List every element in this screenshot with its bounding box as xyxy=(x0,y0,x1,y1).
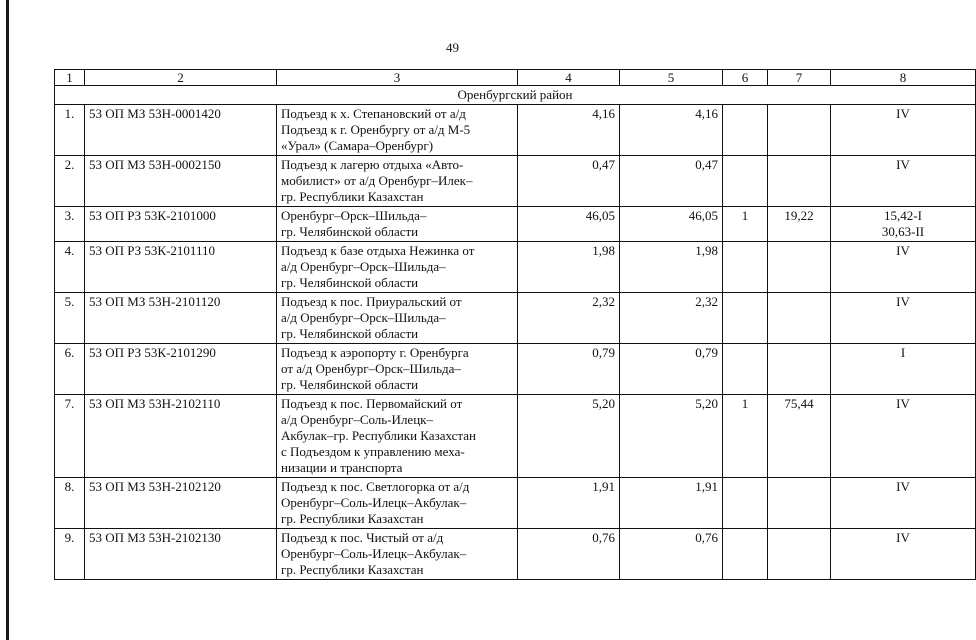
road-name-line: Подъезд к пос. Приуральский от xyxy=(281,294,462,309)
category-length-cell: 19,22 xyxy=(768,207,831,242)
road-category-cell xyxy=(831,293,976,344)
row-number-cell: 2. xyxy=(55,156,85,207)
total-length-cell: 4,16 xyxy=(518,105,620,156)
total-length-cell: 1,98 xyxy=(518,242,620,293)
table-row xyxy=(55,207,976,242)
road-name-cell xyxy=(277,105,518,156)
road-name-line: Подъезд к пос. Светлогорка от а/д xyxy=(281,479,470,494)
road-name-line: Подъезд к х. Степановский от а/д xyxy=(281,106,466,121)
column-header: 1 xyxy=(55,70,85,86)
row-number-cell: 1. xyxy=(55,105,85,156)
total-length-cell: 1,91 xyxy=(518,478,620,529)
length-km-cell: 0,47 xyxy=(620,156,723,207)
row-number-cell: 8. xyxy=(55,478,85,529)
road-category-cell xyxy=(831,478,976,529)
road-name-line: гр. Челябинской области xyxy=(281,275,419,290)
length-km-cell: 0,76 xyxy=(620,529,723,580)
total-length-cell: 0,79 xyxy=(518,344,620,395)
road-category-cell xyxy=(831,242,976,293)
category-length-cell: 75,44 xyxy=(768,395,831,478)
count-cell xyxy=(723,529,768,580)
road-name-line: Подъезд к базе отдыха Нежинка от xyxy=(281,243,475,258)
road-name-line: Подъезд к пос. Первомайский от xyxy=(281,396,463,411)
road-name-line: от а/д Оренбург–Орск–Шильда– xyxy=(281,361,461,376)
column-header: 8 xyxy=(831,70,976,86)
road-name-cell xyxy=(277,156,518,207)
road-category-value: 15,42-I xyxy=(884,208,922,223)
road-name-line: а/д Оренбург–Орск–Шильда– xyxy=(281,310,446,325)
road-name-cell xyxy=(277,478,518,529)
table-row xyxy=(55,293,976,344)
road-code-cell: 53 ОП МЗ 53Н-2102110 xyxy=(85,395,277,478)
category-length-cell xyxy=(768,344,831,395)
table-body xyxy=(55,70,976,580)
road-name-line: Оренбург–Орск–Шильда– xyxy=(281,208,427,223)
road-table xyxy=(54,69,976,580)
road-name-line: гр. Челябинской области xyxy=(281,326,419,341)
count-cell xyxy=(723,156,768,207)
table-row xyxy=(55,242,976,293)
category-length-cell xyxy=(768,293,831,344)
road-name-line: гр. Республики Казахстан xyxy=(281,511,424,526)
column-number-row xyxy=(55,70,976,86)
road-name-line: гр. Республики Казахстан xyxy=(281,562,424,577)
road-name-line: а/д Оренбург–Соль-Илецк– xyxy=(281,412,433,427)
road-category-cell xyxy=(831,395,976,478)
road-name-line: гр. Челябинской области xyxy=(281,377,419,392)
road-code-cell: 53 ОП МЗ 53Н-2102130 xyxy=(85,529,277,580)
road-code-cell: 53 ОП МЗ 53Н-0001420 xyxy=(85,105,277,156)
road-category-cell xyxy=(831,529,976,580)
row-number-cell: 4. xyxy=(55,242,85,293)
road-category-value: IV xyxy=(896,396,910,411)
road-category-cell xyxy=(831,207,976,242)
road-code-cell: 53 ОП МЗ 53Н-0002150 xyxy=(85,156,277,207)
road-category-value: IV xyxy=(896,530,910,545)
total-length-cell: 46,05 xyxy=(518,207,620,242)
column-header: 7 xyxy=(768,70,831,86)
scan-edge-line xyxy=(6,0,9,640)
column-header: 4 xyxy=(518,70,620,86)
total-length-cell: 5,20 xyxy=(518,395,620,478)
column-header: 5 xyxy=(620,70,723,86)
row-number-cell: 5. xyxy=(55,293,85,344)
road-name-line: «Урал» (Самара–Оренбург) xyxy=(281,138,434,153)
count-cell xyxy=(723,478,768,529)
road-category-value: 30,63-II xyxy=(881,224,925,239)
road-category-value: IV xyxy=(896,479,910,494)
road-name-line: гр. Челябинской области xyxy=(281,224,419,239)
table-row xyxy=(55,529,976,580)
category-length-cell xyxy=(768,478,831,529)
road-code-cell: 53 ОП РЗ 53К-2101000 xyxy=(85,207,277,242)
road-name-line: мобилист» от а/д Оренбург–Илек– xyxy=(281,173,473,188)
total-length-cell: 0,47 xyxy=(518,156,620,207)
road-category-value: IV xyxy=(896,157,910,172)
total-length-cell: 2,32 xyxy=(518,293,620,344)
road-name-line: низации и транспорта xyxy=(281,460,403,475)
district-name: Оренбургский район xyxy=(55,86,976,105)
road-name-line: с Подъездом к управлению меха- xyxy=(281,444,465,459)
road-name-line: Оренбург–Соль-Илецк–Акбулак– xyxy=(281,495,467,510)
road-name-cell xyxy=(277,344,518,395)
total-length-cell: 0,76 xyxy=(518,529,620,580)
count-cell: 1 xyxy=(723,395,768,478)
road-name-line: Подъезд к аэропорту г. Оренбурга xyxy=(281,345,469,360)
column-header: 6 xyxy=(723,70,768,86)
road-name-line: а/д Оренбург–Орск–Шильда– xyxy=(281,259,446,274)
row-number-cell: 7. xyxy=(55,395,85,478)
table-row xyxy=(55,344,976,395)
road-name-cell xyxy=(277,207,518,242)
row-number-cell: 9. xyxy=(55,529,85,580)
table-row xyxy=(55,478,976,529)
category-length-cell xyxy=(768,105,831,156)
road-category-cell xyxy=(831,344,976,395)
length-km-cell: 1,91 xyxy=(620,478,723,529)
length-km-cell: 1,98 xyxy=(620,242,723,293)
road-name-cell xyxy=(277,395,518,478)
count-cell xyxy=(723,242,768,293)
length-km-cell: 2,32 xyxy=(620,293,723,344)
row-number-cell: 3. xyxy=(55,207,85,242)
road-code-cell: 53 ОП РЗ 53К-2101110 xyxy=(85,242,277,293)
length-km-cell: 5,20 xyxy=(620,395,723,478)
row-number-cell: 6. xyxy=(55,344,85,395)
road-name-line: Подъезд к пос. Чистый от а/д xyxy=(281,530,444,545)
table-row xyxy=(55,395,976,478)
road-name-line: гр. Республики Казахстан xyxy=(281,189,424,204)
count-cell xyxy=(723,293,768,344)
road-category-cell xyxy=(831,156,976,207)
column-header: 2 xyxy=(85,70,277,86)
length-km-cell: 0,79 xyxy=(620,344,723,395)
road-category-cell xyxy=(831,105,976,156)
length-km-cell: 4,16 xyxy=(620,105,723,156)
count-cell: 1 xyxy=(723,207,768,242)
road-code-cell: 53 ОП РЗ 53К-2101290 xyxy=(85,344,277,395)
length-km-cell: 46,05 xyxy=(620,207,723,242)
road-code-cell: 53 ОП МЗ 53Н-2102120 xyxy=(85,478,277,529)
table-row xyxy=(55,156,976,207)
road-name-line: Акбулак–гр. Республики Казахстан xyxy=(281,428,476,443)
road-category-value: IV xyxy=(896,294,910,309)
count-cell xyxy=(723,105,768,156)
category-length-cell xyxy=(768,242,831,293)
road-code-cell: 53 ОП МЗ 53Н-2101120 xyxy=(85,293,277,344)
table-row xyxy=(55,105,976,156)
road-name-line: Подъезд к лагерю отдыха «Авто- xyxy=(281,157,464,172)
road-name-cell xyxy=(277,242,518,293)
road-category-value: IV xyxy=(896,106,910,121)
road-name-line: Оренбург–Соль-Илецк–Акбулак– xyxy=(281,546,467,561)
category-length-cell xyxy=(768,529,831,580)
count-cell xyxy=(723,344,768,395)
category-length-cell xyxy=(768,156,831,207)
road-name-line: Подъезд к г. Оренбургу от а/д М-5 xyxy=(281,122,471,137)
road-category-value: IV xyxy=(896,243,910,258)
district-row xyxy=(55,86,976,105)
road-name-cell xyxy=(277,529,518,580)
road-name-cell xyxy=(277,293,518,344)
page-number: 49 xyxy=(446,40,459,55)
column-header: 3 xyxy=(277,70,518,86)
road-category-value: I xyxy=(900,345,906,360)
